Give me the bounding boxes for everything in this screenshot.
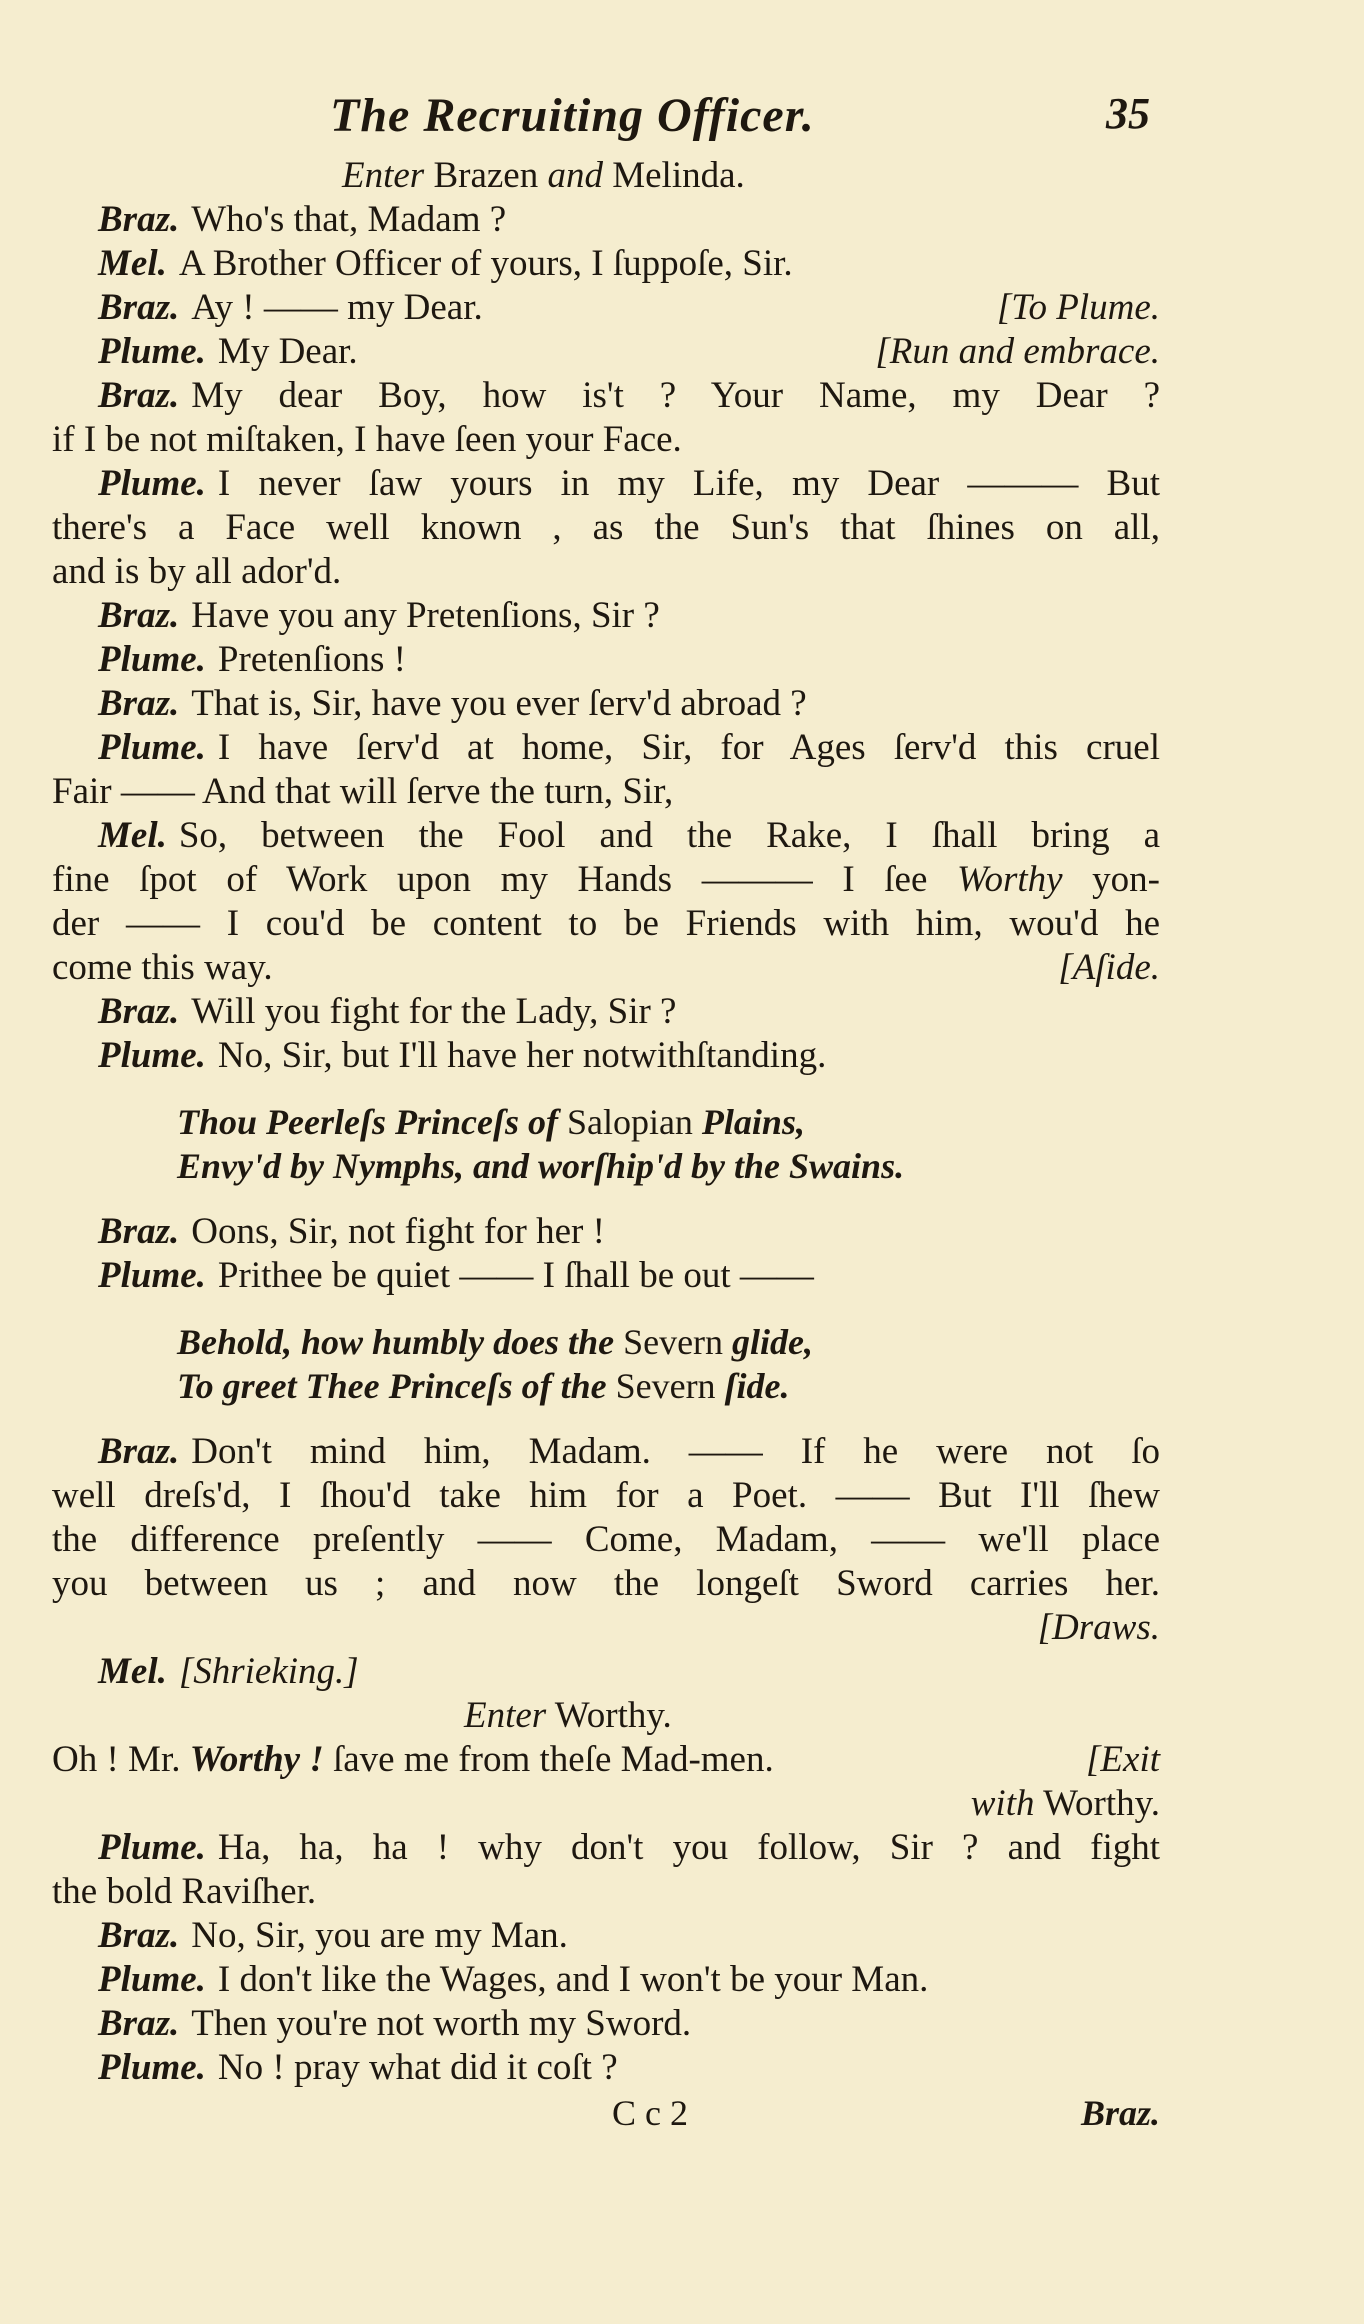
speech-line: Mel. [Shrieking.] — [98, 1651, 359, 1692]
speech-line: come this way. [Aſide. — [52, 947, 1160, 988]
speech-line: fine ſpot of Work upon my Hands ——— I ſee Worthy yon- — [52, 859, 1160, 900]
speech-line: Plume. I don't like the Wages, and I won't be your Man. — [98, 1959, 929, 2000]
speech-line: Mel. So, between the Fool and the Rake, I ſhall bring a — [98, 815, 1160, 856]
speech-line: Plume. I never ſaw yours in my Life, my Dear ——— But — [98, 463, 1160, 504]
speech-line: Braz. That is, Sir, have you ever ſerv'd abroad ? — [98, 683, 807, 724]
speech-line: Braz. Then you're not worth my Sword. — [98, 2003, 692, 2044]
speech-line: Oh ! Mr. Worthy ! ſave me from theſe Mad-men. [Exit — [52, 1739, 1160, 1780]
speaker-name: Plume. — [98, 331, 206, 372]
speaker-name: Plume. — [98, 639, 206, 680]
speaker-name: Braz. — [98, 683, 180, 724]
speech-line: the difference preſently —— Come, Madam, —— we'll place — [52, 1519, 1160, 1560]
stage-direction-aside: [To Plume. — [996, 287, 1160, 328]
speech-line: Fair —— And that will ſerve the turn, Sir, — [52, 771, 674, 812]
speech-line: and is by all ador'd. — [52, 551, 342, 592]
speech-line: there's a Face well known , as the Sun's that ſhines on all, — [52, 507, 1160, 548]
verse-line: Thou Peerleſs Princeſs of Salopian Plains, — [177, 1102, 805, 1142]
speech-line: Braz. Have you any Pretenſions, Sir ? — [98, 595, 660, 636]
speech-line: Braz. Oons, Sir, not fight for her ! — [98, 1211, 605, 1252]
stage-direction: Enter Worthy. — [464, 1695, 672, 1736]
play-text — [52, 154, 1160, 2136]
stage-direction: Enter Brazen and Melinda. — [342, 155, 745, 196]
speaker-name: Braz. — [98, 1211, 180, 1252]
page-number: 35 — [1106, 89, 1150, 138]
stage-direction-aside: [Draws. — [1037, 1607, 1160, 1648]
speech-line: Plume. I have ſerv'd at home, Sir, for Ages ſerv'd this cruel — [98, 727, 1160, 768]
speech-line: Braz. Who's that, Madam ? — [98, 199, 507, 240]
speech-line: the bold Raviſher. — [52, 1871, 317, 1912]
speech-line: Mel. A Brother Officer of yours, I ſuppoſe, Sir. — [98, 243, 793, 284]
page-footer — [52, 2090, 1160, 2136]
speaker-name: Plume. — [98, 1255, 206, 1296]
speech-line: Braz. Ay ! —— my Dear. [To Plume. — [98, 287, 1160, 328]
speech-line: Plume. Pretenſions ! — [98, 639, 406, 680]
speech-line: you between us ; and now the longeſt Sword carries her. — [52, 1563, 1160, 1604]
speaker-name: Braz. — [98, 199, 180, 240]
speaker-name: Braz. — [98, 1915, 180, 1956]
speech-line: if I be not miſtaken, I have ſeen your Face. — [52, 419, 682, 460]
speaker-name: Plume. — [98, 463, 206, 504]
stage-direction-aside: [Aſide. — [1058, 947, 1160, 988]
speaker-name: Mel. — [98, 243, 167, 284]
running-title: The Recruiting Officer. — [330, 89, 815, 142]
speech-line: well dreſs'd, I ſhou'd take him for a Poet. —— But I'll ſhew — [52, 1475, 1160, 1516]
speaker-name: Braz. — [98, 375, 180, 416]
speaker-name: Braz. — [98, 287, 180, 328]
speaker-name: Braz. — [98, 595, 180, 636]
speech-line: Plume. Ha, ha, ha ! why don't you follow, Sir ? and fight — [98, 1827, 1160, 1868]
verse-line: Envy'd by Nymphs, and worſhip'd by the Swains. — [177, 1146, 905, 1186]
speaker-name: Plume. — [98, 1959, 206, 2000]
speech-line: Braz. Don't mind him, Madam. —— If he were not ſo — [98, 1431, 1160, 1472]
speaker-name: Plume. — [98, 2047, 206, 2088]
speaker-name: Plume. — [98, 727, 206, 768]
catchword: Braz. — [1080, 2093, 1160, 2133]
speech-line: Braz. No, Sir, you are my Man. — [98, 1915, 568, 1956]
signature-mark: C c 2 — [612, 2093, 688, 2133]
speech-line: Plume. My Dear. [Run and embrace. — [98, 331, 1160, 372]
stage-direction-aside: with Worthy. — [970, 1783, 1160, 1824]
speech-line — [52, 1606, 1160, 1650]
speaker-name: Plume. — [98, 1827, 206, 1868]
speech-line: der —— I cou'd be content to be Friends with him, wou'd he — [52, 903, 1160, 944]
speech-line: Braz. My dear Boy, how is't ? Your Name, my Dear ? — [98, 375, 1160, 416]
verse-line: To greet Thee Princeſs of the Severn ſide. — [177, 1366, 790, 1406]
speaker-name: Mel. — [98, 815, 167, 856]
speech-line: Plume. Prithee be quiet —— I ſhall be out —— — [98, 1255, 814, 1296]
stage-direction-aside: [Run and embrace. — [875, 331, 1160, 372]
speaker-name: Braz. — [98, 2003, 180, 2044]
speaker-name: Braz. — [98, 1431, 180, 1472]
speech-line: Plume. No, Sir, but I'll have her notwithſtanding. — [98, 1035, 827, 1076]
verse-line: Behold, how humbly does the Severn glide, — [177, 1322, 814, 1362]
speech-line — [52, 1782, 1160, 1826]
speaker-name: Plume. — [98, 1035, 206, 1076]
stage-direction-aside: [Exit — [1086, 1739, 1160, 1780]
running-header — [330, 88, 1150, 148]
speaker-name: Mel. — [98, 1651, 167, 1692]
speech-line: Braz. Will you fight for the Lady, Sir ? — [98, 991, 677, 1032]
speech-line: Plume. No ! pray what did it coſt ? — [98, 2047, 618, 2088]
speaker-name: Braz. — [98, 991, 180, 1032]
